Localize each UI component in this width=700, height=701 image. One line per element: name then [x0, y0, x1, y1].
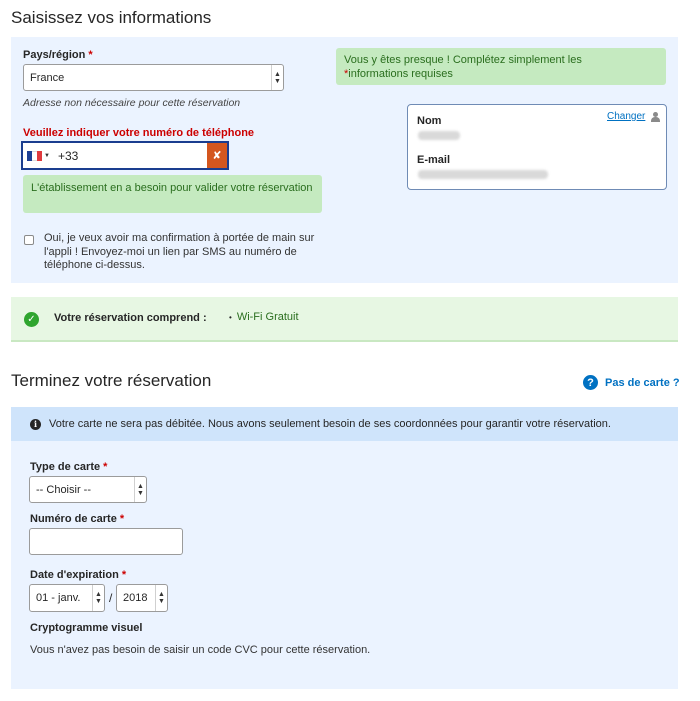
country-select[interactable] [23, 64, 284, 91]
name-value-blurred [418, 131, 460, 140]
question-icon: ? [583, 375, 598, 390]
card-number-label: Numéro de carte * [30, 513, 125, 525]
page-title: Saisissez vos informations [11, 8, 212, 27]
payment-title: Terminez votre réservation [11, 371, 212, 390]
phone-required-note: L'établissement en a besoin pour valider votre réservation [23, 175, 322, 213]
cvc-note: Vous n'avez pas besoin de saisir un code CVC pour cette réservation. [30, 644, 371, 656]
country-select-value: France [30, 71, 65, 84]
phone-input[interactable] [21, 141, 229, 170]
email-label: E-mail [417, 154, 451, 166]
no-card-link[interactable]: ? Pas de carte ? [583, 375, 680, 390]
phone-prefix: +33 [57, 148, 79, 163]
clear-phone-button[interactable] [207, 143, 227, 168]
expiry-year-value: 2018 [123, 592, 148, 604]
contact-card [407, 104, 667, 190]
sms-checkbox-label: Oui, je veux avoir ma confirmation à portée de main sur l'appli ! Envoyez-moi un lien par SMS au numéro de téléphone ci-dessus. [44, 232, 315, 271]
cvc-label: Cryptogramme visuel [30, 622, 143, 634]
includes-item: • Wi-Fi Gratuit [229, 311, 299, 323]
card-info-bar: i Votre carte ne sera pas débitée. Nous avons seulement besoin de ses coordonnées pour garantir votre réservation. [11, 407, 678, 441]
expiry-label: Date d'expiration * [30, 569, 127, 581]
chevron-down-icon: ▲ ▼ [155, 585, 167, 611]
card-type-select[interactable] [29, 476, 147, 503]
country-label: Pays/région * [23, 49, 93, 61]
chevron-down-icon: ▲ ▼ [92, 585, 104, 611]
change-contact-link[interactable]: Changer [607, 111, 660, 122]
card-type-label: Type de carte * [30, 461, 108, 473]
includes-label: Votre réservation comprend : [54, 312, 207, 324]
phone-error-label: Veuillez indiquer votre numéro de téléphone [23, 127, 255, 139]
name-label: Nom [417, 115, 442, 127]
chevron-down-icon: ▲ ▼ [271, 65, 283, 90]
user-icon [651, 112, 660, 122]
expiry-month-select[interactable] [29, 584, 105, 612]
card-number-input[interactable] [29, 528, 183, 555]
reservation-includes-bar [11, 297, 678, 342]
chevron-down-icon: ▲ ▼ [134, 477, 146, 502]
expiry-year-select[interactable] [116, 584, 168, 612]
close-icon: ✘ [212, 150, 222, 162]
info-icon: i [30, 419, 41, 430]
flag-chevron-icon: ▼ [44, 152, 50, 159]
checkmark-icon: ✓ [24, 312, 39, 327]
card-type-select-value: -- Choisir -- [36, 483, 91, 496]
expiry-month-value: 01 - janv. [36, 592, 81, 604]
france-flag-icon[interactable] [27, 151, 42, 161]
address-note: Adresse non nécessaire pour cette réservation [23, 97, 241, 109]
sms-checkbox[interactable] [24, 235, 34, 245]
almost-done-note: Vous y êtes presque ! Complétez simplement les *informations requises [336, 48, 666, 85]
email-value-blurred [418, 170, 548, 179]
expiry-separator: / [109, 591, 113, 605]
